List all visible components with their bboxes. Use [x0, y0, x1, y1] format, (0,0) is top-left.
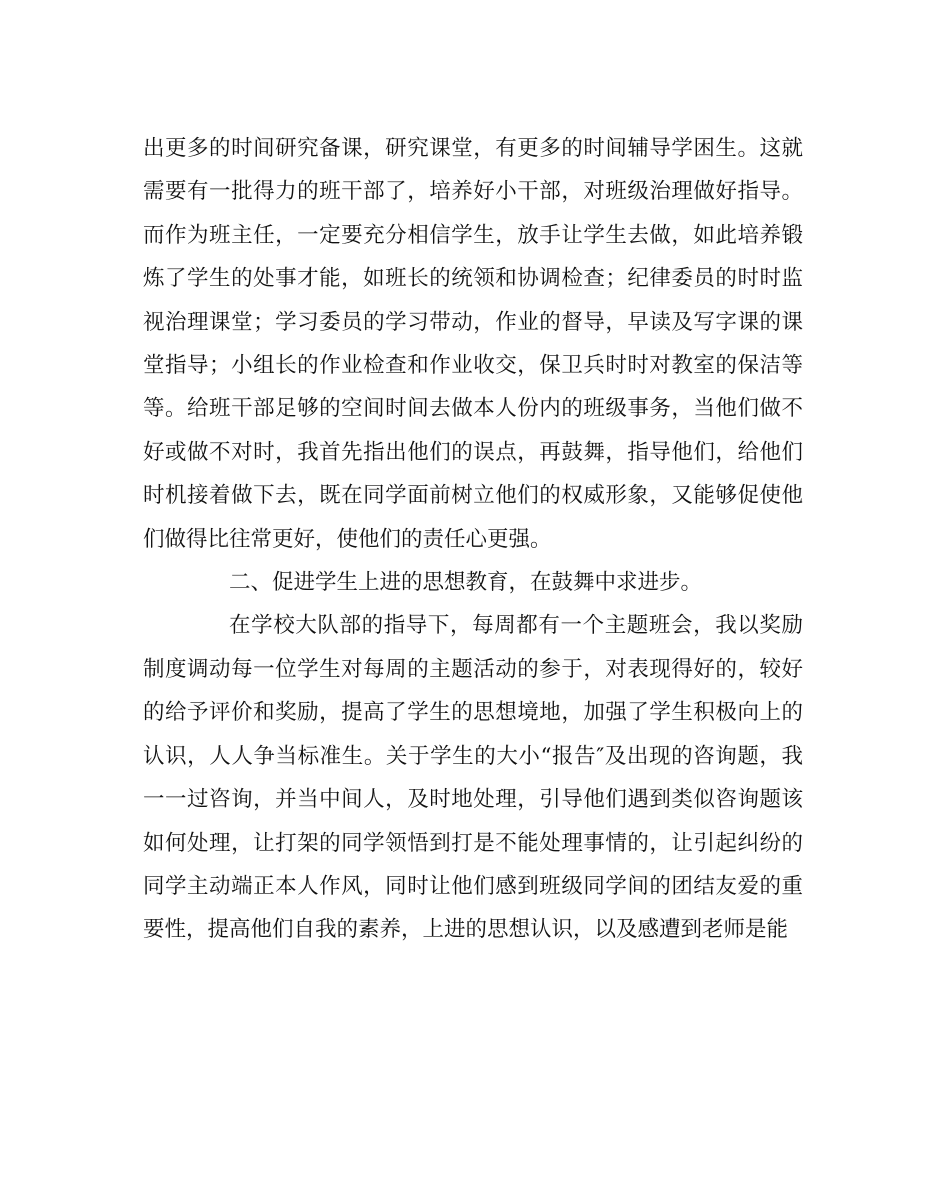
section-heading-ideological-education: 二、促进学生上进的思想教育，在鼓舞中求进步。 [229, 570, 703, 596]
paragraph-theme-class-meeting: 在学校大队部的指导下，每周都有一个主题班会，我以奖励制度调动每一位学生对每周的主题活动的参于，对表现得好的，较好的给予评价和奖励，提高了学生的思想境地，加强了学生积极向上的认识，人人争当标准生。关于学生的大小“报告″及出现的咨询题，我一一过咨询，并当中间人，及时地处理，引导他们遇到类似咨询题该如何处理，让打架的同学领悟到打是不能处理事情的，让引起纠纷的同学主动端正本人作风，同时让他们感到班级同学间的团结友爱的重要性，提高他们自我的素养，上进的思想认识，以及感遭到老师是能 [143, 613, 803, 943]
document-body [143, 127, 803, 952]
paragraph-class-cadre-guidance: 出更多的时间研究备课，研究课堂，有更多的时间辅导学困生。这就需要有一批得力的班干部了，培养好小干部，对班级治理做好指导。而作为班主任，一定要充分相信学生，放手让学生去做，如此培养锻炼了学生的处事才能，如班长的统领和协调检查；纪律委员的时时监视治理课堂；学习委员的学习带动，作业的督导，早读及写字课的课堂指导；小组长的作业检查和作业收交，保卫兵时时对教室的保洁等等。给班干部足够的空间时间去做本人份内的班级事务，当他们做不好或做不对时，我首先指出他们的误点，再鼓舞，指导他们，给他们时机接着做下去，既在同学面前树立他们的权威形象，又能够促使他们做得比往常更好，使他们的责任心更强。 [143, 136, 803, 552]
